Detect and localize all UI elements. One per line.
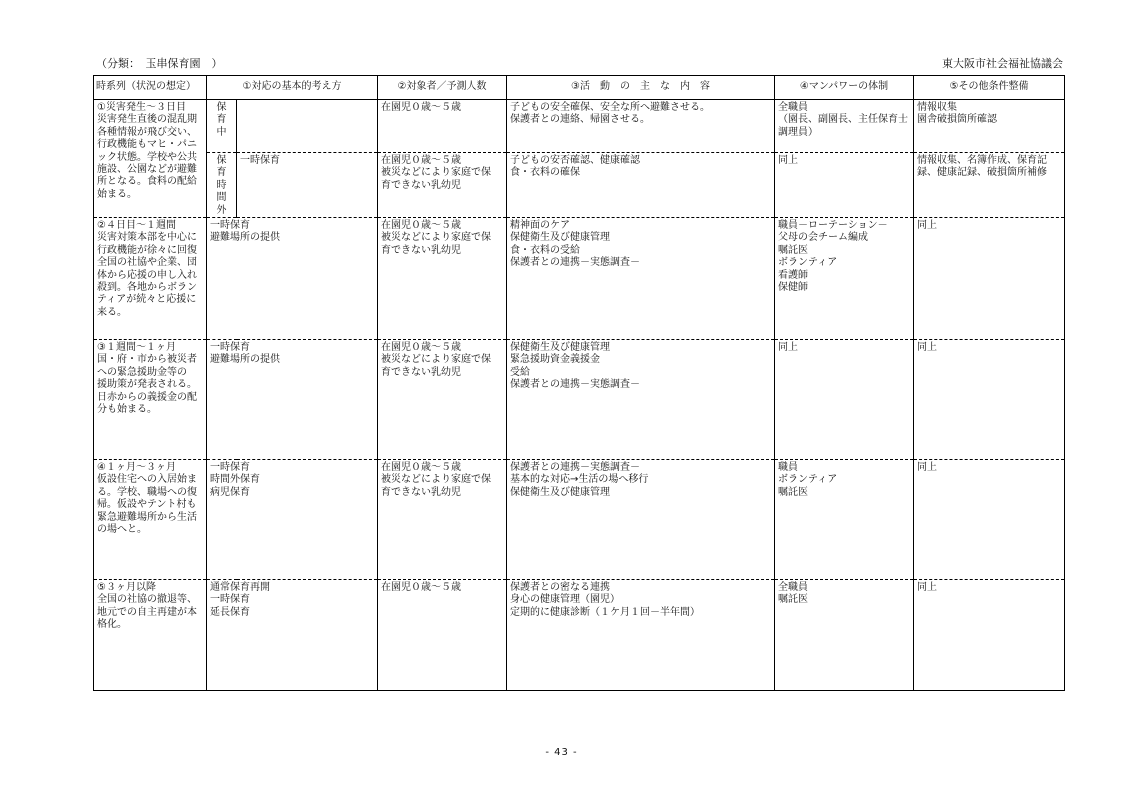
content-cell: 子どもの安否確認、健康確認 食・衣料の確保 xyxy=(510,155,640,179)
table-row xyxy=(94,340,1065,460)
policy-cell: 一時保育 xyxy=(240,155,280,166)
organization-name: 東大阪市社会福祉協議会 xyxy=(942,57,1063,70)
period-cell: ①災害発生～３日目 災害発生直後の混乱期 各種情報が飛び交い、 行政機能もマヒ・パニ ック状態。学校や公共 施設、公園などが避難 所となる。食料の配給 始まる。 xyxy=(97,102,197,200)
table-row xyxy=(94,460,1065,580)
column-header-other: ⑤その他条件整備 xyxy=(914,76,1065,100)
page-number: - 43 - xyxy=(545,747,578,758)
period-cell: ③１週間～１ヶ月 国・府・市から被災者 への緊急援助金等の 援助策が発表される。 日赤からの義援金の配 分も始まる。 xyxy=(97,342,197,416)
other-cell: 同上 xyxy=(917,462,937,474)
column-header-content: ③活 動 の 主 な 内 容 xyxy=(507,76,775,100)
classification-label: （分類： 玉串保育園 ） xyxy=(96,57,223,70)
column-header-period: 時系列（状況の想定） xyxy=(94,76,207,100)
target-cell: 在園児０歳～５歳 被災などにより家庭で保 育できない乳幼児 xyxy=(381,220,491,256)
target-cell: 在園児０歳～５歳 xyxy=(381,582,461,594)
table-row xyxy=(94,100,1065,153)
status-cell: 保 育 時 間 外 xyxy=(216,155,227,216)
content-cell: 子どもの安全確保、安全な所へ避難させる。 保護者との連絡、帰園させる。 xyxy=(510,102,710,126)
manpower-cell: 職員－ローテーション－ 父母の会チーム編成 嘱託医 ボランティア 看護師 保健師 xyxy=(778,220,888,294)
policy-cell: 一時保育 時間外保育 病児保育 xyxy=(210,462,260,498)
manpower-cell: 全職員 （園長、副園長、主任保育士 調理員） xyxy=(778,102,908,138)
target-cell: 在園児０歳～５歳 被災などにより家庭で保 育できない乳幼児 xyxy=(381,342,491,378)
period-cell: ②４日目～１週間 災害対策本部を中心に 行政機能が徐々に回復 全国の社協や企業、団 体から応援の申し入れ 殺到。各地からボラン ティアが続々と応援に 来る。 xyxy=(97,220,197,318)
policy-cell: 一時保育 避難場所の提供 xyxy=(210,220,280,244)
status-cell: 保 育 中 xyxy=(216,102,227,138)
content-cell: 保護者との密なる連携 身心の健康管理（園児） 定期的に健康診断（１ケ月１回－半年間） xyxy=(510,582,700,618)
other-cell: 同上 xyxy=(917,220,937,232)
manpower-cell: 同上 xyxy=(778,342,798,354)
other-cell: 同上 xyxy=(917,342,937,354)
column-header-policy: ①対応の基本的考え方 xyxy=(207,76,378,100)
column-header-target: ②対象者／予測人数 xyxy=(378,76,507,100)
target-cell: 在園児０歳～５歳 xyxy=(381,102,461,113)
policy-cell: 一時保育 避難場所の提供 xyxy=(210,342,280,366)
target-cell: 在園児０歳～５歳 被災などにより家庭で保 育できない乳幼児 xyxy=(381,462,491,498)
other-cell: 情報収集 園舎破損箇所確認 xyxy=(917,102,997,126)
column-header-manpower: ④マンパワーの体制 xyxy=(775,76,914,100)
manpower-cell: 職員 ボランティア 嘱託医 xyxy=(778,462,838,498)
target-cell: 在園児０歳～５歳 被災などにより家庭で保 育できない乳幼児 xyxy=(381,155,491,191)
manpower-cell: 全職員 嘱託医 xyxy=(778,582,808,606)
policy-cell xyxy=(237,100,377,102)
content-cell: 精神面のケア 保健衛生及び健康管理 食・衣料の受給 保護者との連携－実態調査－ xyxy=(510,220,640,269)
table-row xyxy=(94,153,1065,218)
period-cell: ④１ヶ月～３ヶ月 仮設住宅への入居始ま る。学校、職場への復 帰。仮設やテント村も 緊急避難場所から生活 の場へと。 xyxy=(97,462,197,536)
content-cell: 保護者との連携－実態調査－ 基本的な対応→生活の場へ移行 保健衛生及び健康管理 xyxy=(510,462,649,498)
content-cell: 保健衛生及び健康管理 緊急援助資金義援金 受給 保護者との連携－実態調査－ xyxy=(510,342,640,391)
period-cell: ⑤３ヶ月以降 全国の社協の撤退等、 地元での自主再建が本 格化。 xyxy=(97,582,197,631)
other-cell: 情報収集、名簿作成、保育記 録、健康記録、破損箇所補修 xyxy=(917,155,1047,179)
header-row xyxy=(94,76,1065,100)
disaster-response-table xyxy=(93,75,1065,691)
other-cell: 同上 xyxy=(917,582,937,594)
manpower-cell: 同上 xyxy=(778,155,798,166)
policy-cell: 通常保育再開 一時保育 延長保育 xyxy=(210,582,270,618)
table-row xyxy=(94,580,1065,691)
table-row xyxy=(94,218,1065,340)
